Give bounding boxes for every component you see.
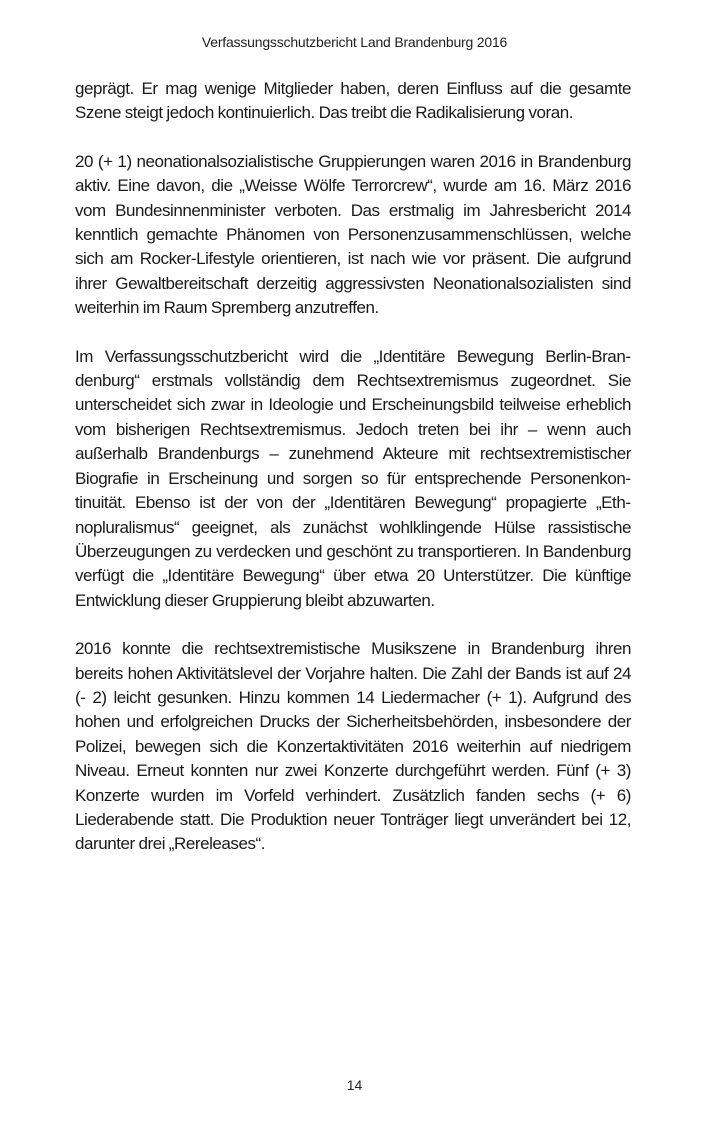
paragraph: 2016 konnte die rechtsextremistische Musikszene in Brandenburg ihren bereits hohen Aktivitätslevel der Vorjahre halten. Die Zahl der Bands ist auf 24 (- 2) leicht gesunken. Hinzu kommen 14 Liedermacher (+ 1). Aufgrund des hohen und erfolgreichen Drucks der Sicherheitsbehörden, insbesondere der Polizei, bewegen sich die Konzertaktivitäten 2016 weiterhin auf niedrigem Niveau. Erneut konnten nur zwei Konzerte durchgeführt werden. Fünf (+ 3) Konzerte wurden im Vorfeld verhindert. Zusätzlich fanden sechs (+ 6) Liederabende statt. Die Produktion neuer Tonträger liegt unverändert bei 12, darunter drei „Rereleases“. (75, 639, 631, 854)
body-text (75, 77, 631, 881)
paragraph: geprägt. Er mag wenige Mitglieder haben, deren Einfluss auf die gesamte Szene steigt jedoch kontinuierlich. Das treibt die Radikalisierung voran. (75, 79, 631, 123)
page-number: 14 (346, 1077, 363, 1093)
paragraph: Im Verfassungsschutzbericht wird die „Identitäre Bewegung Berlin-Brandenburg“ erstmals vollständig dem Rechtsextremismus zugeordnet. Sie unterscheidet sich zwar in Ideologie und Erscheinungsbild teilweise erheblich vom bisherigen Rechtsextremismus. Jedoch treten bei ihr – wenn auch außerhalb Brandenburgs – zunehmend Akteure mit rechtsextremistischer Biografie in Erscheinung und sorgen so für entsprechende Personenkontinuität. Ebenso ist der von der „Identitären Bewegung“ propagierte „Ethnopluralismus“ geeignet, als zunächst wohlklingende Hülse rassistische Überzeugungen zu verdecken und geschönt zu transportieren. In Bandenburg verfügt die „Identitäre Bewegung“ über etwa 20 Unterstützer. Die künftige Entwicklung dieser Gruppierung bleibt abzuwarten. (75, 346, 631, 610)
running-header: Verfassungsschutzbericht Land Brandenburg 2016 (201, 34, 508, 50)
paragraph: 20 (+ 1) neonationalsozialistische Gruppierungen waren 2016 in Brandenburg aktiv. Eine davon, die „Weisse Wölfe Terrorcrew“, wurde am 16. März 2016 vom Bundesinnenminister verboten. Das erstmalig im Jahresbericht 2014 kenntlich gemachte Phänomen von Personenzusammenschlüssen, welche sich am Rocker-Lifestyle orientieren, ist nach wie vor präsent. Die aufgrund ihrer Gewaltbereitschaft derzeitig aggressivsten Neonationalsozialisten sind weiterhin im Raum Spremberg anzutreffen. (75, 151, 631, 318)
